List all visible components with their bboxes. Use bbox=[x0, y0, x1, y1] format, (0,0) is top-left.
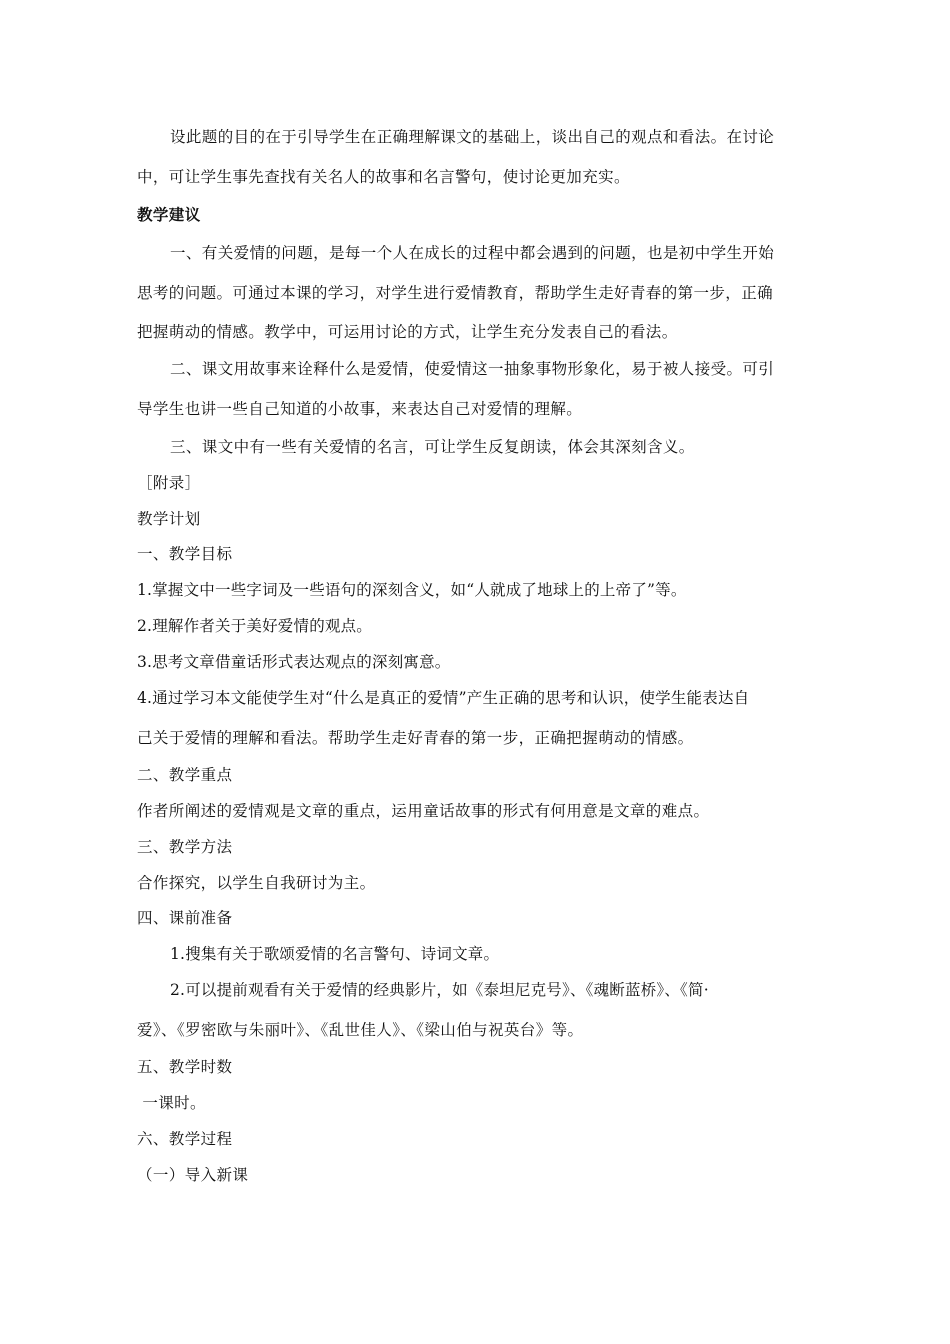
plan-title: 教学计划 bbox=[137, 510, 201, 528]
prep-item-2-line-2: 爱》、《罗密欧与朱丽叶》、《乱世佳人》、《梁山伯与祝英台》等。 bbox=[137, 1021, 584, 1039]
goal-4-line-2: 己关于爱情的理解和看法。帮助学生走好青春的第一步，正确把握萌动的情感。 bbox=[137, 729, 694, 747]
appendix-heading: ［附录］ bbox=[137, 474, 201, 492]
focus-heading: 二、教学重点 bbox=[137, 766, 233, 784]
goals-heading: 一、教学目标 bbox=[137, 545, 233, 563]
process-subheading-1: （一）导入新课 bbox=[137, 1166, 249, 1184]
focus-text: 作者所阐述的爱情观是文章的重点，运用童话故事的形式有何用意是文章的难点。 bbox=[137, 802, 710, 820]
goal-3: 3.思考文章借童话形式表达观点的深刻寓意。 bbox=[137, 653, 451, 671]
suggestion-1-line-2: 思考的问题。可通过本课的学习，对学生进行爱情教育，帮助学生走好青春的第一步，正确 bbox=[137, 284, 774, 302]
hours-heading: 五、教学时数 bbox=[137, 1058, 233, 1076]
intro-line-2: 中，可让学生事先查找有关名人的故事和名言警句，使讨论更加充实。 bbox=[137, 168, 630, 186]
method-text: 合作探究，以学生自我研讨为主。 bbox=[137, 874, 376, 892]
goal-4-line-1: 4.通过学习本文能使学生对“什么是真正的爱情”产生正确的思考和认识，使学生能表达自 bbox=[137, 689, 750, 707]
prep-item-2-line-1: 2.可以提前观看有关于爱情的经典影片，如《泰坦尼克号》、《魂断蓝桥》、《简· bbox=[170, 981, 709, 999]
prep-item-1: 1.搜集有关于歌颂爱情的名言警句、诗词文章。 bbox=[170, 945, 500, 963]
suggestion-1-line-1: 一、有关爱情的问题，是每一个人在成长的过程中都会遇到的问题，也是初中学生开始 bbox=[170, 244, 775, 262]
goal-2: 2.理解作者关于美好爱情的观点。 bbox=[137, 617, 372, 635]
hours-text: 一课时。 bbox=[137, 1094, 206, 1112]
intro-line-1: 设此题的目的在于引导学生在正确理解课文的基础上，谈出自己的观点和看法。在讨论 bbox=[170, 128, 775, 146]
goal-1: 1.掌握文中一些字词及一些语句的深刻含义，如“人就成了地球上的上帝了”等。 bbox=[137, 581, 687, 599]
suggestion-2-line-1: 二、课文用故事来诠释什么是爱情，使爱情这一抽象事物形象化，易于被人接受。可引 bbox=[170, 360, 775, 378]
suggestion-1-line-3: 把握萌动的情感。教学中，可运用讨论的方式，让学生充分发表自己的看法。 bbox=[137, 323, 678, 341]
process-heading: 六、教学过程 bbox=[137, 1130, 233, 1148]
section-heading-teaching-suggestions: 教学建议 bbox=[137, 206, 201, 224]
prep-heading: 四、课前准备 bbox=[137, 909, 233, 927]
suggestion-3-line-1: 三、课文中有一些有关爱情的名言，可让学生反复朗读，体会其深刻含义。 bbox=[170, 438, 695, 456]
method-heading: 三、教学方法 bbox=[137, 838, 233, 856]
suggestion-2-line-2: 导学生也讲一些自己知道的小故事，来表达自己对爱情的理解。 bbox=[137, 400, 583, 418]
